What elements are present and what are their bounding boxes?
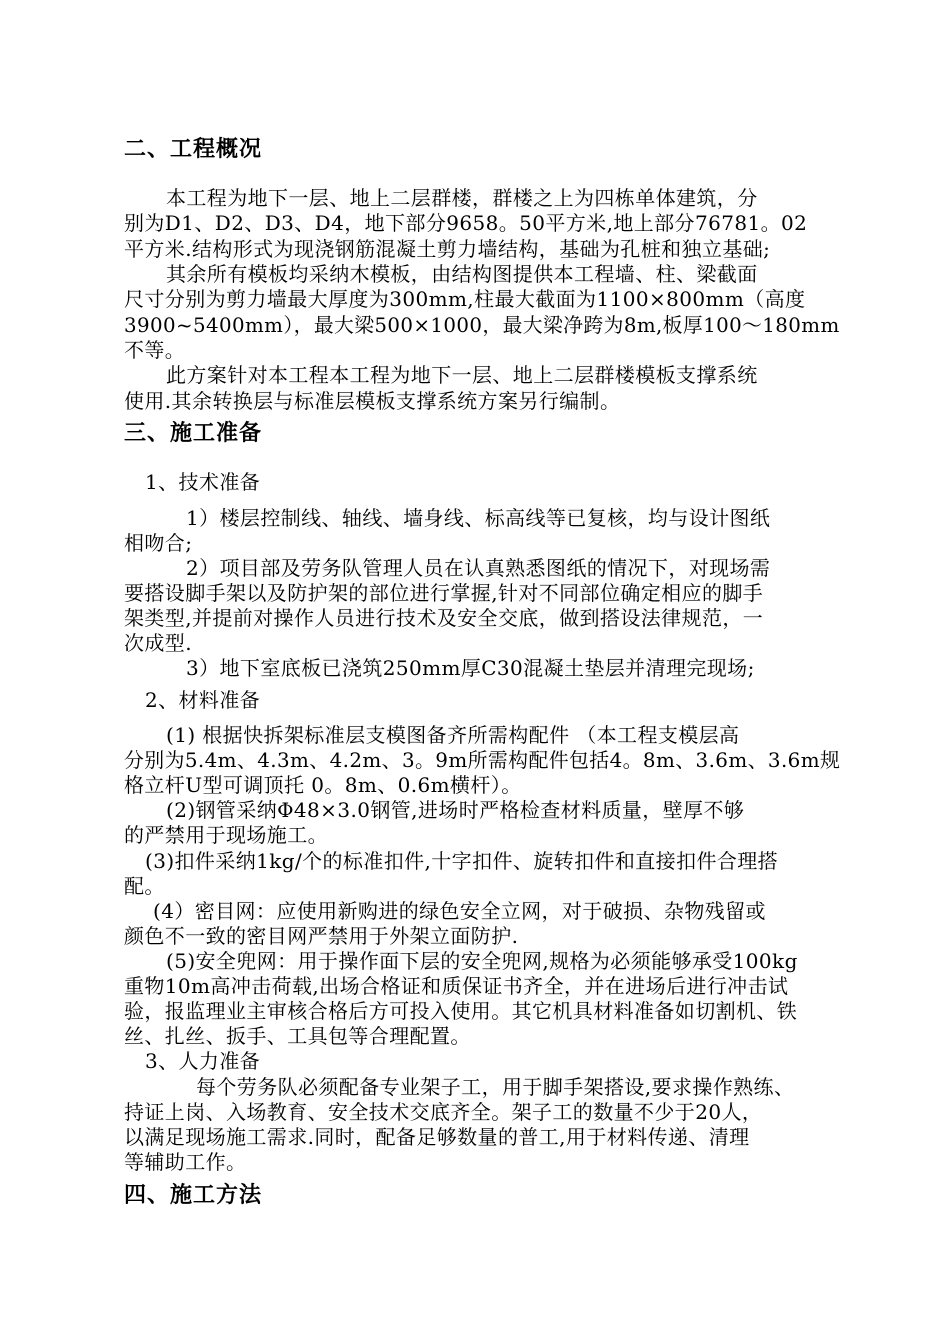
paragraph-line: 相吻合;: [124, 531, 193, 555]
paragraph-line: (2)钢管采纳Φ48×3.0钢管,进场时严格检查材料质量，壁厚不够: [166, 798, 745, 822]
paragraph-line: 等辅助工作。: [124, 1150, 247, 1174]
subheading-labor: 3、人力准备: [145, 1049, 261, 1073]
subheading-materials: 2、材料准备: [145, 688, 261, 712]
paragraph-line: 验，报监理业主审核合格后方可投入使用。其它机具材料准备如切割机、铁: [124, 999, 798, 1023]
paragraph-line: (4）密目网：应使用新购进的绿色安全立网，对于破损、杂物残留或: [153, 899, 766, 923]
section-heading-preparation: 三、施工准备: [124, 421, 263, 446]
paragraph-line: 格立杆U型可调顶托 0。8m、0.6m横杆）。: [124, 773, 522, 797]
paragraph-line: 不等。: [124, 338, 186, 362]
paragraph-line: 本工程为地下一层、地上二层群楼，群楼之上为四栋单体建筑，分: [166, 186, 758, 210]
paragraph-line: 别为D1、D2、D3、D4，地下部分9658。50平方米,地上部分76781。02: [124, 211, 808, 235]
paragraph-line: 平方米.结构形式为现浇钢筋混凝土剪力墙结构，基础为孔桩和独立基础;: [124, 237, 771, 261]
paragraph-line: 分别为5.4m、4.3m、4.2m、3。9m所需构配件包括4。8m、3.6m、3.6m规: [124, 748, 841, 772]
paragraph-line: (5)安全兜网：用于操作面下层的安全兜网,规格为必须能够承受100kg: [166, 949, 798, 973]
paragraph-line: 丝、扎丝、扳手、工具包等合理配置。: [124, 1024, 471, 1048]
paragraph-line: 重物10m高冲击荷载,出场合格证和质保证书齐全，并在进场后进行冲击试: [124, 974, 789, 998]
paragraph-line: (3)扣件采纳1kg/个的标准扣件,十字扣件、旋转扣件和直接扣件合理搭: [145, 849, 779, 873]
paragraph-line: 要搭设脚手架以及防护架的部位进行掌握,针对不同部位确定相应的脚手: [124, 581, 764, 605]
paragraph-line: 使用.其余转换层与标准层模板支撑系统方案另行编制。: [124, 389, 621, 413]
paragraph-line: 2）项目部及劳务队管理人员在认真熟悉图纸的情况下，对现场需: [186, 556, 771, 580]
paragraph-line: 其余所有模板均采纳木模板，由结构图提供本工程墙、柱、梁截面: [166, 262, 758, 286]
paragraph-line: 配。: [124, 874, 165, 898]
subheading-technical: 1、技术准备: [145, 470, 261, 494]
section-heading-methods: 四、施工方法: [124, 1183, 263, 1208]
paragraph-line: 颜色不一致的密目网严禁用于外架立面防护.: [124, 924, 519, 948]
section-heading-overview: 二、工程概况: [124, 137, 263, 162]
paragraph-line: 尺寸分别为剪力墙最大厚度为300mm,柱最大截面为1100×800mm（高度: [124, 287, 806, 311]
paragraph-line: 以满足现场施工需求.同时，配备足够数量的普工,用于材料传递、清理: [124, 1125, 750, 1149]
paragraph-line: 3）地下室底板已浇筑250mm厚C30混凝土垫层并清理完现场;: [186, 656, 755, 680]
paragraph-line: 1）楼层控制线、轴线、墙身线、标高线等已复核，均与设计图纸: [186, 506, 771, 530]
paragraph-line: 的严禁用于现场施工。: [124, 823, 328, 847]
paragraph-line: 3900~5400mm），最大梁500×1000，最大梁净跨为8m,板厚100～180mm: [124, 313, 840, 337]
paragraph-line: (1) 根据快拆架标准层支模图备齐所需构配件 （本工程支模层高: [166, 723, 740, 747]
paragraph-line: 每个劳务队必须配备专业架子工，用于脚手架搭设,要求操作熟练、: [196, 1075, 795, 1099]
paragraph-line: 次成型.: [124, 631, 192, 655]
paragraph-line: 此方案针对本工程本工程为地下一层、地上二层群楼模板支撑系统: [166, 363, 758, 387]
paragraph-line: 持证上岗、入场教育、安全技术交底齐全。架子工的数量不少于20人，: [124, 1100, 763, 1124]
paragraph-line: 架类型,并提前对操作人员进行技术及安全交底，做到搭设法律规范，一: [124, 606, 764, 630]
